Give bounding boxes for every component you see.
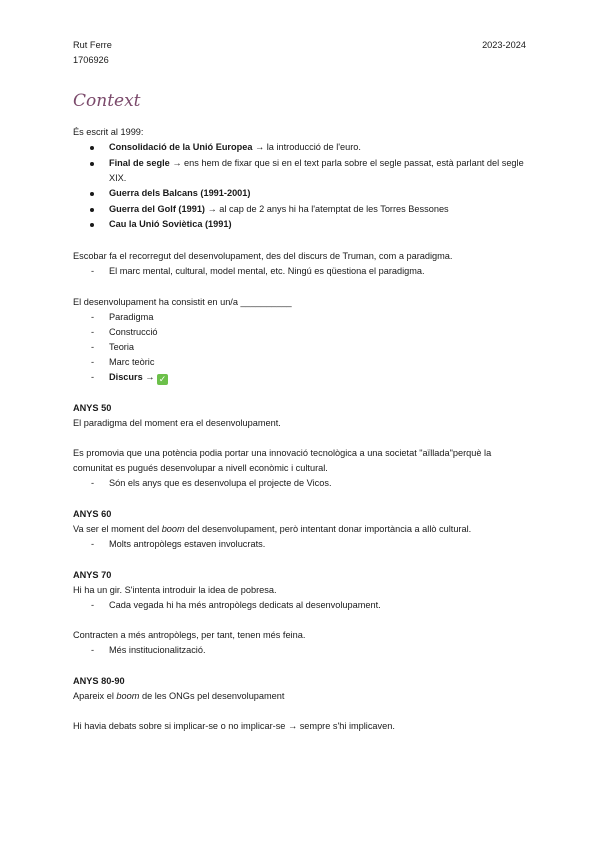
escobar-notes — [73, 264, 526, 279]
list-item: Guerra dels Balcans (1991-2001) — [73, 186, 526, 201]
anys-70-notes-2 — [73, 643, 526, 658]
anys-60-notes — [73, 537, 526, 552]
escobar-paragraph: Escobar fa el recorregut del desenvolupament, des del discurs de Truman, com a paradigma. — [73, 250, 453, 261]
anys-80-paragraph: Hi havia debats sobre si implicar-se o no implicar-se → sempre s'hi implicaven. — [73, 720, 395, 731]
section-title: Context — [73, 91, 141, 111]
anys-70-notes — [73, 598, 526, 613]
heading-anys-80-90: ANYS 80-90 — [73, 675, 125, 686]
anys-70-paragraph: Contracten a més antropòlegs, per tant, tenen més feina. — [73, 629, 306, 640]
answer-label: Discurs — [109, 371, 143, 382]
heading-anys-70: ANYS 70 — [73, 569, 112, 580]
options-list — [73, 310, 526, 385]
list-item: - El marc mental, cultural, model mental, etc. Ningú es qüestiona el paradigma. — [73, 264, 526, 279]
anys-70-line: Hi ha un gir. S'intenta introduir la idea de pobresa. — [73, 584, 277, 595]
list-item: - Construcció — [73, 325, 526, 340]
document-page — [73, 38, 526, 734]
list-item: Cau la Unió Soviètica (1991) — [73, 217, 526, 232]
intro-text: És escrit al 1999: — [73, 127, 144, 137]
list-item: - Marc teòric — [73, 355, 526, 370]
heading-anys-50: ANYS 50 — [73, 402, 112, 413]
page-header — [73, 38, 526, 68]
list-item: - Molts antropòlegs estaven involucrats. — [73, 537, 526, 552]
anys-50-paragraph: Es promovia que una potència podia portar una innovació tecnològica a una societat "aïllada"perquè la comunitat es pugués desenvolupar a nivell econòmic i cultural. — [73, 447, 492, 473]
anys-50-line: El paradigma del moment era el desenvolupament. — [73, 417, 281, 428]
list-item: - Són els anys que es desenvolupa el projecte de Vicos. — [73, 476, 526, 491]
anys-50-notes — [73, 476, 526, 491]
list-item: - Discurs → ✓ — [73, 370, 526, 385]
checkmark-icon: ✓ — [158, 373, 167, 384]
list-item: - Més institucionalització. — [73, 643, 526, 658]
list-item: Consolidació de la Unió Europea → la introducció de l'euro. — [73, 140, 526, 155]
events-list — [73, 140, 526, 232]
list-item: - Teoria — [73, 340, 526, 355]
question-text: El desenvolupament ha consistit en un/a __________ — [73, 296, 292, 307]
author-name: Rut Ferre — [73, 40, 112, 50]
list-item: - Cada vegada hi ha més antropòlegs dedicats al desenvolupament. — [73, 598, 526, 613]
heading-anys-60: ANYS 60 — [73, 508, 112, 519]
anys-80-line: Apareix el boom de les ONGs pel desenvolupament — [73, 690, 285, 701]
list-item: Guerra del Golf (1991) → al cap de 2 anys hi ha l'atemptat de les Torres Bessones — [73, 202, 526, 217]
list-item: - Paradigma — [73, 310, 526, 325]
list-item: Final de segle → ens hem de fixar que si en el text parla sobre el segle passat, està parlant del segle XIX. — [73, 156, 526, 186]
student-id: 1706926 — [73, 55, 109, 65]
academic-year: 2023-2024 — [482, 40, 526, 50]
anys-60-line: Va ser el moment del boom del desenvolupament, però intentant donar importància a allò cultural. — [73, 523, 472, 534]
